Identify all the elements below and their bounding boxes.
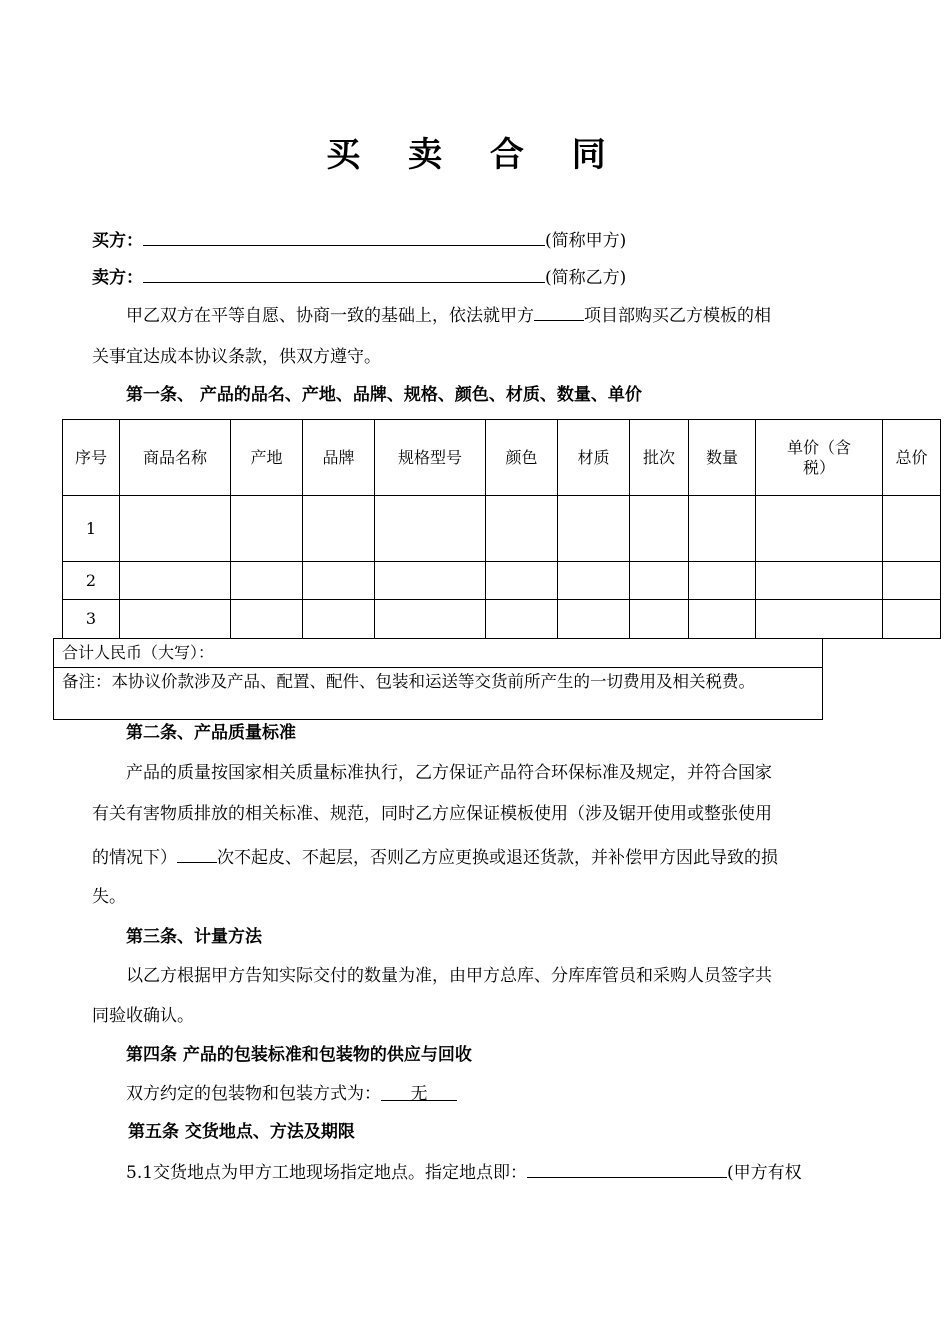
note-text: 备注：本协议价款涉及产品、配置、配件、包装和运送等交货前所产生的一切费用及相关税费。 bbox=[62, 672, 755, 691]
article2-text-3b: 次不起皮、不起层，否则乙方应更换或退还货款，并补偿甲方因此导致的损 bbox=[217, 848, 778, 868]
product-table bbox=[62, 419, 941, 639]
header-cell: 规格型号 bbox=[375, 420, 486, 496]
article1-heading: 第一条、 产品的品名、产地、品牌、规格、颜色、材质、数量、单价 bbox=[126, 385, 642, 405]
header-cell: 产地 bbox=[231, 420, 303, 496]
table-row bbox=[63, 562, 941, 600]
article5-text-b: (甲方有权 bbox=[727, 1163, 802, 1183]
seller-suffix: (简称乙方) bbox=[545, 268, 627, 288]
total-label: 合计人民币（大写）： bbox=[62, 643, 215, 662]
article3-line-2: 同验收确认。 bbox=[92, 1006, 194, 1026]
intro-text-1: 甲乙双方在平等自愿、协商一致的基础上，依法就甲方 bbox=[126, 306, 534, 326]
header-cell: 总价 bbox=[883, 420, 941, 496]
buyer-line bbox=[92, 228, 626, 252]
article2-line-1: 产品的质量按国家相关质量标准执行，乙方保证产品符合环保标准及规定，并符合国家 bbox=[126, 763, 772, 783]
row-index: 3 bbox=[63, 600, 120, 639]
header-cell: 数量 bbox=[689, 420, 756, 496]
buyer-label: 买方： bbox=[92, 231, 143, 251]
total-row bbox=[53, 638, 823, 668]
row-index: 1 bbox=[63, 496, 120, 562]
intro-text-2: 项目部购买乙方模板的相 bbox=[584, 306, 771, 326]
header-cell: 颜色 bbox=[486, 420, 558, 496]
usage-count-blank[interactable] bbox=[177, 845, 217, 863]
table-row bbox=[63, 600, 941, 639]
article2-text-3a: 的情况下） bbox=[92, 848, 177, 868]
row-index: 2 bbox=[63, 562, 120, 600]
buyer-blank[interactable] bbox=[143, 228, 545, 246]
article3-line-1: 以乙方根据甲方告知实际交付的数量为准，由甲方总库、分库库管员和采购人员签字共 bbox=[126, 966, 772, 986]
table-row bbox=[63, 496, 941, 562]
article2-line-2: 有关有害物质排放的相关标准、规范，同时乙方应保证模板使用（涉及锯开使用或整张使用 bbox=[92, 804, 772, 824]
packaging-value-text: 无 bbox=[410, 1084, 428, 1104]
intro-project-blank[interactable] bbox=[534, 303, 584, 321]
buyer-suffix: (简称甲方) bbox=[545, 231, 627, 251]
header-cell: 品牌 bbox=[303, 420, 375, 496]
note-row bbox=[53, 667, 823, 720]
article3-heading: 第三条、计量方法 bbox=[126, 927, 262, 947]
seller-blank[interactable] bbox=[143, 265, 545, 283]
header-cell: 批次 bbox=[630, 420, 689, 496]
article2-heading: 第二条、产品质量标准 bbox=[126, 723, 296, 743]
intro-line-2: 关事宜达成本协议条款，供双方遵守。 bbox=[92, 347, 381, 367]
table-header-row bbox=[63, 420, 941, 496]
packaging-value[interactable] bbox=[381, 1083, 457, 1104]
header-cell: 单价（含税） bbox=[756, 420, 883, 496]
article4-text: 双方约定的包装物和包装方式为： bbox=[126, 1084, 381, 1104]
intro-line-1 bbox=[126, 303, 771, 327]
seller-line bbox=[92, 265, 626, 289]
article5-text-a: 5.1交货地点为甲方工地现场指定地点。指定地点即： bbox=[126, 1163, 528, 1183]
article5-heading: 第五条 交货地点、方法及期限 bbox=[128, 1122, 355, 1142]
article4-heading: 第四条 产品的包装标准和包装物的供应与回收 bbox=[126, 1045, 472, 1065]
seller-label: 卖方： bbox=[92, 268, 143, 288]
header-cell: 商品名称 bbox=[120, 420, 231, 496]
article5-line-1 bbox=[126, 1160, 802, 1184]
header-cell: 序号 bbox=[63, 420, 120, 496]
article4-line-1 bbox=[126, 1083, 457, 1105]
header-cell: 材质 bbox=[558, 420, 630, 496]
delivery-location-blank[interactable] bbox=[527, 1160, 727, 1178]
article2-line-4: 失。 bbox=[92, 887, 126, 907]
contract-title: 买 卖 合 同 bbox=[326, 135, 624, 175]
article2-line-3 bbox=[92, 845, 778, 869]
